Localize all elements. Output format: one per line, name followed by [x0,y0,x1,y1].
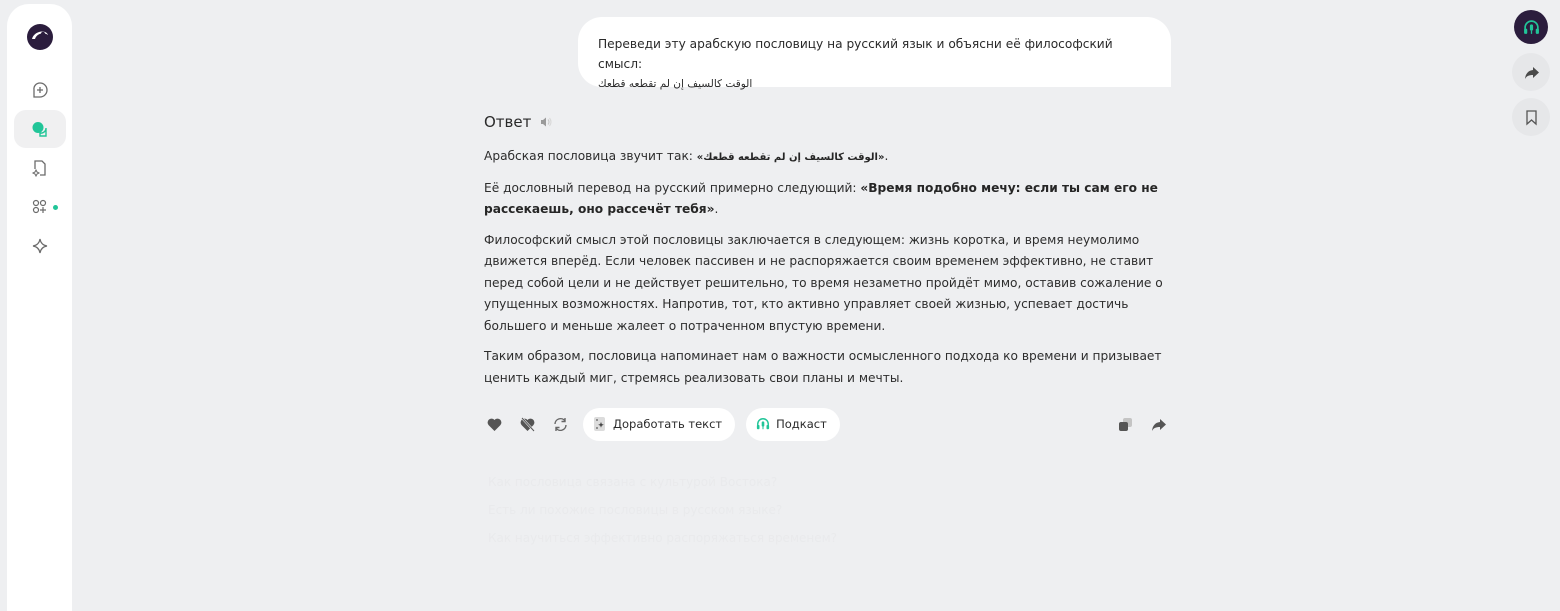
user-message-arabic: الوقت كالسيف إن لم تقطعه قطعك [598,78,753,90]
suggestion-item[interactable]: Как пословица связана с культурой Востока? [488,475,778,489]
answer-paragraph-3: Философский смысл этой пословицы заключается в следующем: жизнь коротка, и время неумолимо движется вперёд. Если человек пассивен и не распоряжается своим временем эффективно, не ставит перед собой цели и не действует решительно, то время незаметно пройдёт мимо, оставив сожаление о упущенных возможностях. Напротив, тот, кто активно управляет своей жизнью, успевает достичь большего и меньше жалеет о потраченном впустую времени. [484,232,1163,333]
logo-icon[interactable] [26,23,54,51]
heart-icon [486,416,503,433]
right-toolbar [1512,10,1550,143]
podcast-button[interactable]: Подкаст [746,408,840,441]
suggestions-list [488,468,837,552]
answer-paragraph-2: Её дословный перевод на русский примерно следующий: «Время подобно мечу: если ты сам его не рассекаешь, оно рассечёт тебя». [484,180,1158,216]
suggestion-item[interactable]: Есть ли похожие пословицы в русском языке? [488,503,783,517]
sidebar-item-new-chat[interactable] [14,71,66,109]
sidebar-item-documents[interactable] [14,149,66,187]
headphones-icon [1523,19,1540,36]
assistant-answer [484,110,1164,389]
copy-button[interactable] [1115,414,1135,434]
answer-paragraph-1: Арабская пословица звучит так: «الوقت كالسيف إن لم تقطعه قطعك». [484,149,889,163]
answer-actions [484,407,1168,441]
dislike-icon [519,416,536,433]
translation-bold: «Время подобно мечу: если ты сам его не рассекаешь, оно рассечёт тебя» [484,180,1158,216]
sidebar-item-chats[interactable] [14,110,66,148]
like-button[interactable] [484,414,504,434]
plus-bubble-icon [31,81,49,99]
answer-title: Ответ [484,113,532,131]
user-message-bubble [578,17,1171,90]
chat-bubbles-icon [31,120,49,138]
speaker-icon[interactable] [539,115,553,129]
sidebar [7,4,72,611]
headphones-icon [756,416,770,432]
bookmark-icon [1523,109,1540,126]
doc-sparkle-icon [31,159,49,177]
notification-dot [53,205,58,210]
share-toolbar-button[interactable] [1512,53,1550,91]
refine-text-button[interactable]: Доработать текст [583,408,735,441]
suggestion-item[interactable]: Как научиться эффективно распоряжаться временем? [488,531,838,545]
dislike-button[interactable] [517,414,537,434]
answer-paragraph-4: Таким образом, пословица напоминает нам о важности осмысленного подхода ко времени и призывает ценить каждый миг, стремясь реализовать свои планы и мечты. [484,349,1162,385]
share-icon [1523,64,1540,81]
apps-grid-icon [31,198,49,216]
arabic-quote: «الوقت كالسيف إن لم تقطعه قطعك» [696,152,885,163]
podcast-toolbar-button[interactable] [1514,10,1548,44]
sidebar-item-ai-features[interactable] [14,227,66,265]
bookmark-toolbar-button[interactable] [1512,98,1550,136]
copy-icon [1117,416,1134,433]
doc-sparkle-icon [593,416,607,432]
share-icon [1150,416,1167,433]
share-button[interactable] [1148,414,1168,434]
user-message-text: Переведи эту арабскую пословицу на русский язык и объясни её философский смысл: [598,37,1113,71]
sparkle-icon [31,237,49,255]
refresh-icon [552,416,569,433]
regenerate-button[interactable] [550,414,570,434]
sidebar-item-apps[interactable] [14,188,66,226]
